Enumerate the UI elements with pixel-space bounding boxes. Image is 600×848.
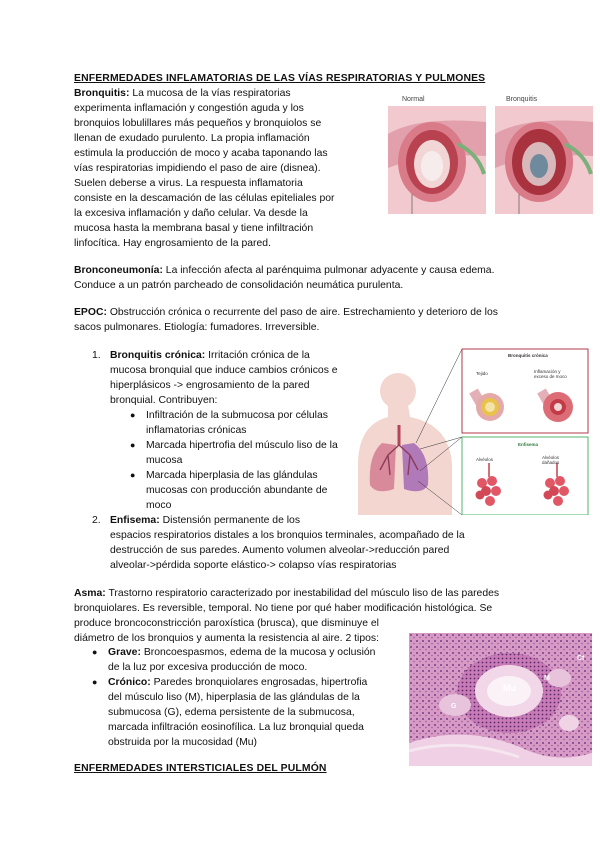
- bronquitis-text-5: vías respiratorias impidiendo el paso de aire (disnea).: [74, 163, 321, 174]
- bronconeumonia-line-1: [74, 263, 494, 278]
- asma-cronico-text-1: del músculo liso (M), hiperplasia de las glándulas de la: [108, 692, 360, 703]
- epoc-fig-label-alveolos-danados: Alvéolos dañados: [542, 455, 560, 465]
- bronquitis-text-1: experimenta inflamación y congestión aguda y los: [74, 103, 304, 114]
- asma-cronico-text-4: obstruida por la mucosidad (Mu): [108, 737, 258, 748]
- asma-cronico-text-3: marcada infiltración eosinofílica. La luz bronquial queda: [108, 722, 364, 733]
- bronconeumonia-text-1: La infección afecta al parénquima pulmonar adyacente y causa edema.: [165, 265, 495, 276]
- epoc-figure: [358, 345, 590, 515]
- enfisema-line-1: [110, 513, 300, 528]
- epoc-text-2: sacos pulmonares. Etiología: fumadores. Irreversible.: [74, 322, 320, 333]
- histology-illustration: [409, 633, 592, 766]
- bullet-dot: ●: [92, 677, 98, 687]
- bullet-2-line-1: Marcada hipertrofia del músculo liso de la: [146, 440, 338, 451]
- enfisema-text-1: espacios respiratorios distales a los bronquios terminales, acompañado de la: [110, 530, 465, 541]
- bullet-dot: ●: [130, 410, 136, 420]
- epoc-fig-label-alveolos: Alvéolos: [476, 457, 494, 462]
- list-number-2: 2.: [92, 515, 101, 526]
- bullet-3-line-1: Marcada hiperplasia de las glándulas: [146, 470, 318, 481]
- enfisema-text-3: alveolar->pérdida soporte elástico-> colapso vías respiratorias: [110, 560, 397, 571]
- bronquitis-text-9: mucosa hasta la membrana basal y tiene infiltración: [74, 223, 314, 234]
- bronquitis-text-7: consiste en la descamación de las células epiteliales por: [74, 193, 335, 204]
- enfisema-text-0: Distensión permanente de los: [162, 515, 301, 526]
- bronquitis-text-10: linfocítica. Hay engrosamiento de la pared.: [74, 238, 271, 249]
- bullet-3-line-2: mucosas con producción abundante de: [146, 485, 328, 496]
- figure-label-normal: Normal: [402, 96, 425, 103]
- epoc-fig-label-bronquitis-cronica: Bronquitis crónica: [508, 353, 548, 358]
- section-heading-inflamatorias: ENFERMEDADES INFLAMATORIAS DE LAS VÍAS RESPIRATORIAS Y PULMONES: [74, 73, 486, 84]
- list-number-1: 1.: [92, 350, 101, 361]
- enfisema-text-2: destrucción de sus paredes. Aumento volumen alveolar->reducción pared: [110, 545, 450, 556]
- bullet-dot: ●: [130, 440, 136, 450]
- asma-cronico-text-2: submucosa (G), edema persistente de la submucosa,: [108, 707, 355, 718]
- asma-grave-term: Grave:: [108, 647, 141, 658]
- bullet-3-line-3: moco: [146, 500, 172, 511]
- asma-grave-text-1: de la luz por excesiva producción de moco.: [108, 662, 308, 673]
- asma-grave-text-0: Broncoespasmos, edema de la mucosa y oclusión: [143, 647, 376, 658]
- bronquitis-cronica-text-2: hiperplásicos -> engrosamiento de la pared: [110, 380, 310, 391]
- bronquitis-text-2: bronquios lobulillares más pequeños y bronquiolos se: [74, 118, 322, 129]
- histology-label-mu: Mu: [503, 683, 516, 693]
- epoc-text-1: Obstrucción crónica o recurrente del paso de aire. Estrechamiento y deterioro de los: [109, 307, 498, 318]
- bronquitis-text-3: llenan de exudado purulento. La propia inflamación: [74, 133, 310, 144]
- bronquitis-cronica-text-3: bronquial. Contribuyen:: [110, 395, 218, 406]
- asma-text-3: diámetro de los bronquios y aumenta la resistencia al aire. 2 tipos:: [74, 633, 379, 644]
- bronconeumonia-text-2: Conduce a un patrón parcheado de consolidación neumática purulenta.: [74, 280, 404, 291]
- histology-label-g: G: [451, 703, 457, 710]
- bronconeumonia-term: Bronconeumonía:: [74, 265, 163, 276]
- epoc-line-1: [74, 305, 498, 320]
- bullet-2-line-2: mucosa: [146, 455, 183, 466]
- asma-line-1: [74, 586, 499, 601]
- asma-term: Asma:: [74, 588, 106, 599]
- bronquitis-cronica-line-1: [110, 348, 310, 363]
- bronquitis-text-6: Suelen deberse a virus. La respuesta inflamatoria: [74, 178, 303, 189]
- bronquitis-text-4: estimula la producción de moco y acaba taponando las: [74, 148, 328, 159]
- histology-label-m: M: [544, 675, 550, 682]
- asma-cronico-line-1: [108, 675, 367, 690]
- bronquitis-cronica-term: Bronquitis crónica:: [110, 350, 206, 361]
- bronquitis-term: Bronquitis:: [74, 88, 130, 99]
- enfisema-term: Enfisema:: [110, 515, 160, 526]
- epoc-fig-label-tejido: Tejido: [476, 371, 488, 376]
- asma-cronico-text-0: Paredes bronquiolares engrosadas, hipertrofia: [153, 677, 368, 688]
- asma-text-2: produce broncoconstricción paroxística (brusca), que disminuye el: [74, 618, 379, 629]
- bronquitis-line-1: [74, 86, 291, 101]
- bronquitis-text-8: la excesiva inflamación y daño celular. Va desde la: [74, 208, 308, 219]
- asma-cronico-term: Crónico:: [108, 677, 151, 688]
- asma-text-0: Trastorno respiratorio caracterizado por inestabilidad del músculo liso de las paredes: [108, 588, 500, 599]
- bullet-dot: ●: [92, 647, 98, 657]
- bronquitis-figure: [388, 94, 593, 226]
- bullet-1-line-1: Infiltración de la submucosa por células: [146, 410, 328, 421]
- figure-label-bronquitis: Bronquitis: [506, 96, 538, 103]
- bronquitis-illustration: [388, 94, 593, 226]
- asma-histology-figure: [409, 633, 592, 766]
- bronquitis-text-0: La mucosa de la vías respiratorias: [132, 88, 291, 99]
- asma-text-1: bronquiolares. Es reversible, temporal. No tiene por qué haber modificación histológica. Se: [74, 603, 493, 614]
- bullet-1-line-2: inflamatorias crónicas: [146, 425, 247, 436]
- epoc-fig-label-enfisema: Enfisema: [518, 442, 539, 447]
- section-heading-intersticiales: ENFERMEDADES INTERSTICIALES DEL PULMÓN: [74, 763, 327, 774]
- histology-label-ct: Ct: [577, 655, 585, 662]
- bronquitis-cronica-text-0: Irritación crónica de la: [208, 350, 310, 361]
- bronquitis-cronica-text-1: mucosa bronquial que induce cambios crónicos e: [110, 365, 338, 376]
- epoc-term: EPOC:: [74, 307, 107, 318]
- epoc-fig-label-inflamacion: Inflamación y exceso de moco: [534, 369, 567, 379]
- asma-grave-line-1: [108, 645, 375, 660]
- bullet-dot: ●: [130, 470, 136, 480]
